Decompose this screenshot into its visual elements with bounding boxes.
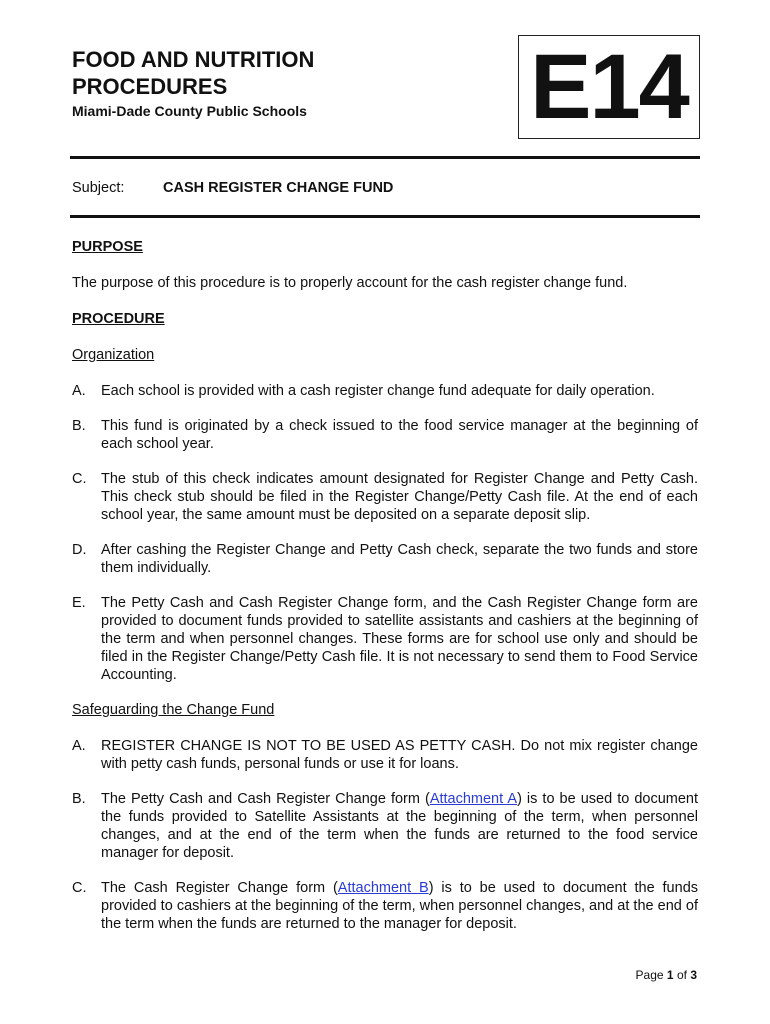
total-pages-number: 3 [690,968,697,982]
header-divider-bottom [70,215,700,218]
purpose-heading: PURPOSE [72,239,143,255]
subject-value: CASH REGISTER CHANGE FUND [163,180,394,196]
item-letter: C. [72,880,87,896]
item-text: The stub of this check indicates amount designated for Register Change and Petty Cash. This check stub should be filed in the Register Change/Petty Cash file. At the end of each school year, the same amount must be deposited on a separate deposit slip. [101,471,698,523]
organization-name: Miami-Dade County Public Schools [72,103,307,119]
item-text [101,790,698,862]
item-text-after: ) is to be used to document the funds provided to Satellite Assistants at the beginning of the term, when personnel changes, and at the end of the term when the funds are returned to the food service manager for deposit. [101,791,699,861]
item-letter: B. [72,418,86,434]
procedure-code-box: E14 [518,35,700,139]
organization-item-c [72,470,698,524]
item-letter: E. [72,595,86,611]
item-text-after: ) is to be used to document the funds provided to cashiers at the beginning of the term, when personnel changes, and at the end of the term when the funds are returned to the manager for deposit. [101,880,699,932]
organization-heading: Organization [72,347,155,363]
item-text: This fund is originated by a check issued to the food service manager at the beginning of each school year. [101,418,698,452]
page-label: Page [635,968,664,982]
item-text: After cashing the Register Change and Petty Cash check, separate the two funds and store them individually. [101,542,698,576]
current-page-number: 1 [666,968,674,982]
of-label: of [676,968,687,982]
page-number-footer [636,968,697,982]
safeguarding-heading: Safeguarding the Change Fund [72,702,275,718]
title-line-1: FOOD AND NUTRITION [72,47,315,72]
item-text-before: The Cash Register Change form ( [101,880,338,896]
attachment-b-link[interactable]: Attachment B [337,880,429,896]
item-text: Each school is provided with a cash register change fund adequate for daily operation. [101,383,655,399]
item-letter: B. [72,791,86,807]
attachment-a-link[interactable]: Attachment A [429,791,518,807]
item-letter: C. [72,471,87,487]
item-letter: A. [72,738,86,754]
item-letter: A. [72,383,86,399]
organization-item-b [72,417,698,453]
purpose-text: The purpose of this procedure is to properly account for the cash register change fund. [72,275,628,291]
header-divider-top [70,156,700,159]
procedure-heading: PROCEDURE [72,311,165,327]
safeguarding-item-b [72,790,698,862]
item-text: REGISTER CHANGE IS NOT TO BE USED AS PETTY CASH. Do not mix register change with petty cash funds, personal funds or use it for loans. [101,738,698,772]
safeguarding-item-a [72,737,698,773]
title-line-2: PROCEDURES [72,74,228,99]
item-text-before: The Petty Cash and Cash Register Change form ( [101,791,430,807]
organization-item-a [72,382,698,400]
organization-item-e [72,594,698,684]
item-letter: D. [72,542,87,558]
item-text: The Petty Cash and Cash Register Change form, and the Cash Register Change form are provided to document funds provided to satellite assistants and cashiers at the beginning of the term and when personnel changes. These forms are for school use only and should be filed in the Register Change/Petty Cash file. It is not necessary to send them to Food Service Accounting. [101,595,698,683]
item-text [101,879,698,933]
document-body [72,238,698,950]
subject-label: Subject: [72,180,125,196]
document-title [72,46,432,100]
organization-item-d [72,541,698,577]
safeguarding-item-c [72,879,698,933]
